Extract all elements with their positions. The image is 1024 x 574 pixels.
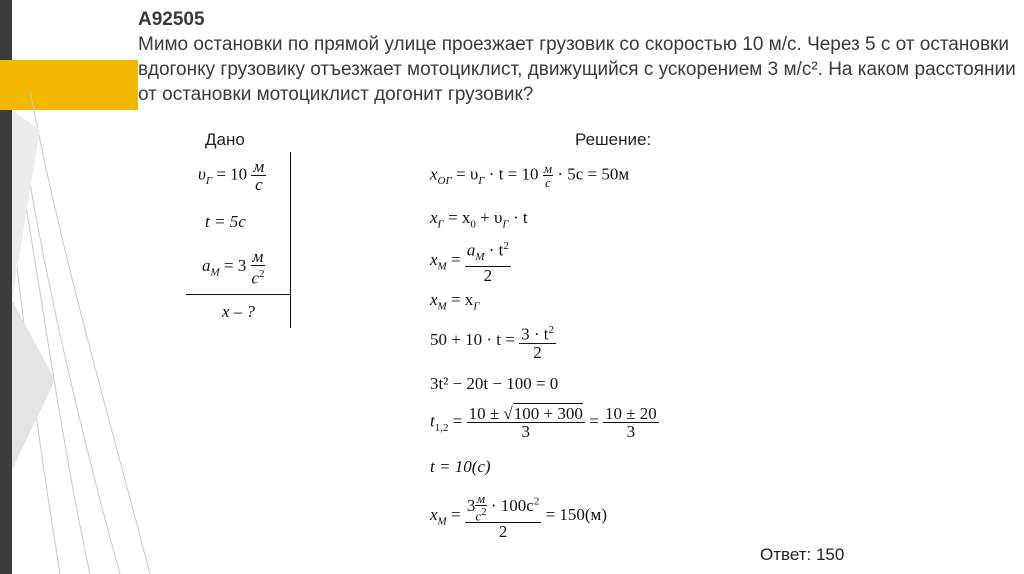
solution-heading: Решение:	[575, 130, 652, 149]
solution-line-4: $x_М = x_Г$	[430, 290, 480, 313]
given-acceleration: $a_М = 3$ $\frac{м}{с^2}$	[202, 247, 265, 288]
given-divider	[290, 152, 291, 328]
problem-text: Мимо остановки по прямой улице проезжает грузовик со скоростью 10 м/с. Через 5 с от остановки вдогонку грузовику отъезжает мотоциклист, движущийся с ускорением 3 м/с². На каком расстоянии от остановки мотоциклист догонит грузовик?	[138, 34, 1016, 105]
given-find: x – ?	[222, 302, 256, 321]
solution-line-7: $t_{1,2}$ = $\frac{10 \pm √100 + 300}{3}$ = $\frac{10 \pm 20}{3}$	[430, 404, 657, 441]
given-heading: Дано	[205, 130, 245, 149]
solution-line-9: $x_М$ = 3 м $с^2$ · $100с^2$ 2 = 150(м)	[430, 491, 607, 542]
given-time: t = 5с	[205, 212, 246, 231]
solution-line-2: $x_Г = x_0 + \upsilon_Г \cdot t$	[430, 208, 528, 231]
solution-line-3: $x_М$ = $\frac{a_М \cdot t^2}{2}$	[430, 240, 509, 286]
problem-statement	[138, 7, 1018, 107]
solution-line-1: $x_{ОГ} = \upsilon_Г \cdot t = 10$ м с · 5с = 50м	[430, 161, 630, 190]
problem-code: А92505	[138, 9, 205, 30]
given-velocity: $\upsilon_Г = 10$ $\frac{м}{с}$	[198, 157, 265, 194]
solution-line-6: 3t² − 20t − 100 = 0	[430, 374, 559, 393]
solution-line-8: t = 10(с)	[430, 457, 491, 476]
solution-line-5: 50 + 10 · t = $\frac{3 \cdot t^2}{2}$	[430, 324, 554, 362]
given-separator	[186, 294, 290, 295]
answer-text: Ответ: 150	[760, 545, 845, 564]
